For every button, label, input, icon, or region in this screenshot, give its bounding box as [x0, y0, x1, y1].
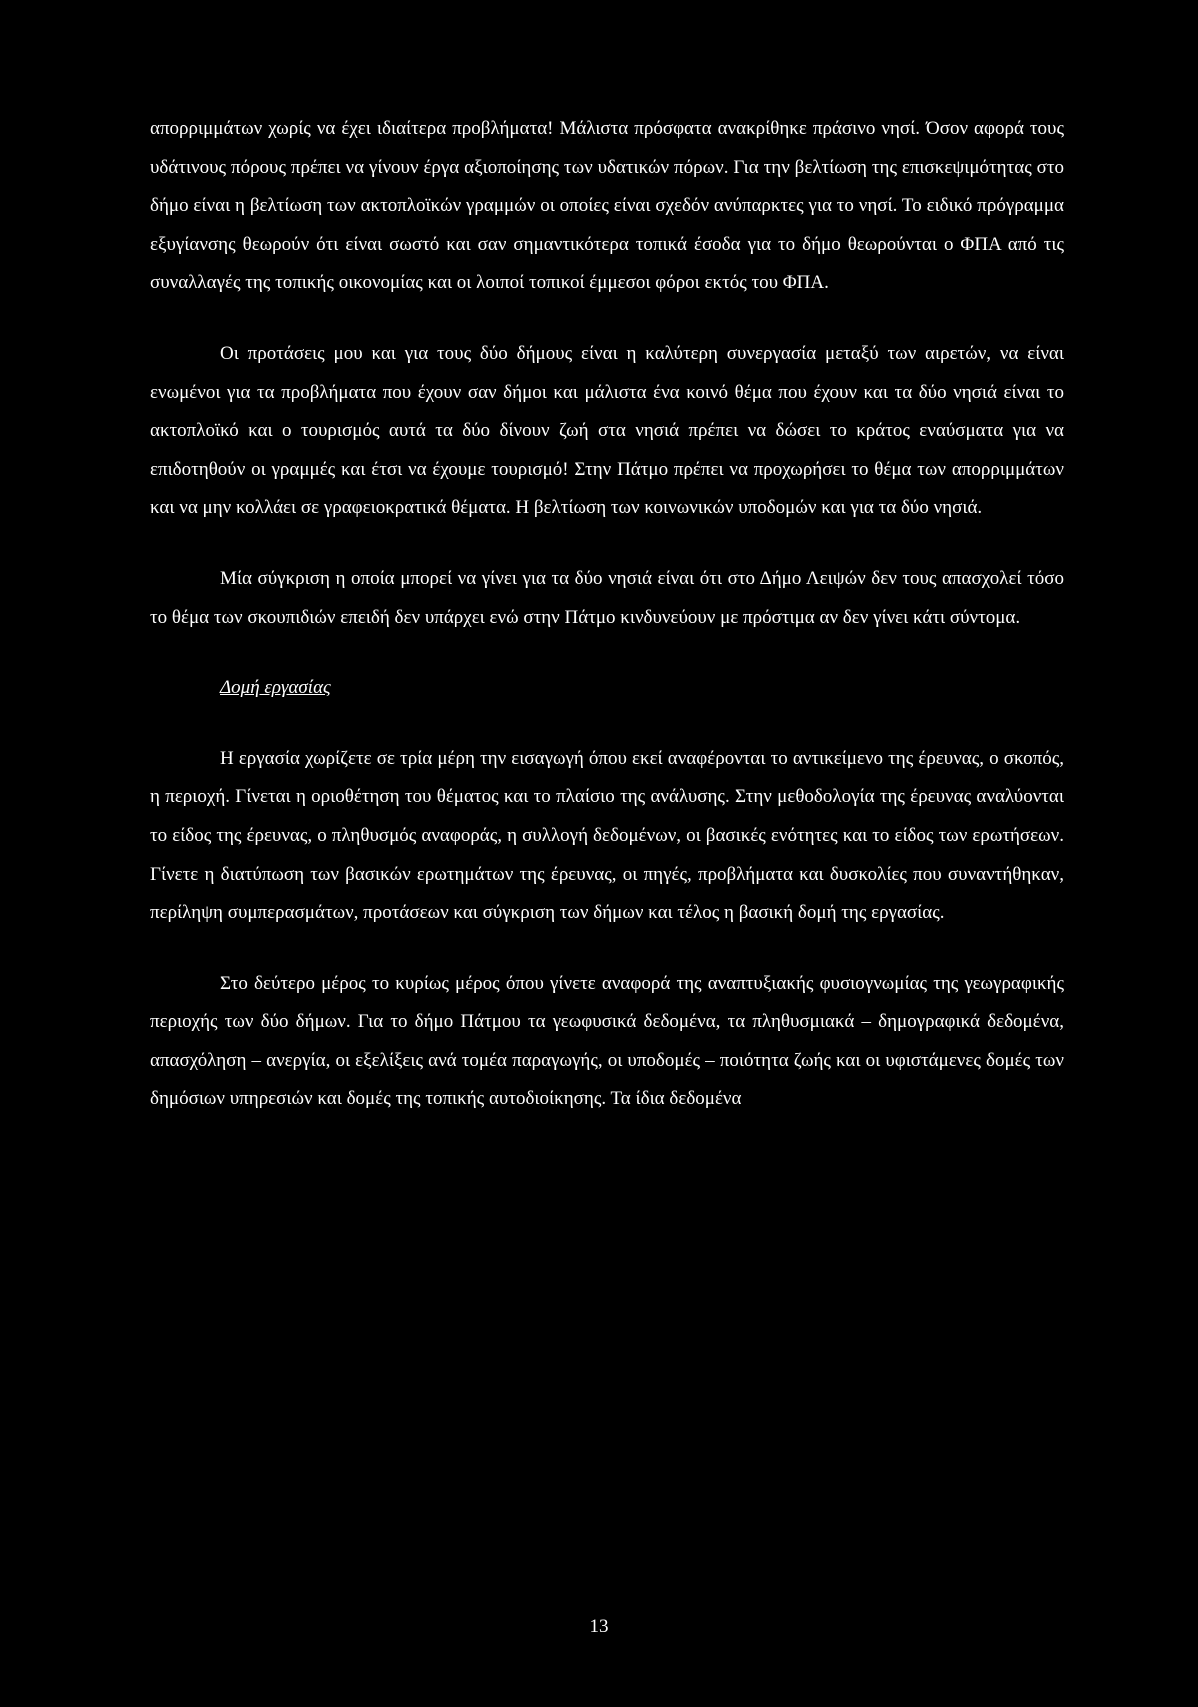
paragraph-spacer — [150, 708, 1064, 740]
section-paragraph-2: Στο δεύτερο μέρος το κυρίως μέρος όπου γίνετε αναφορά της αναπτυξιακής φυσιογνωμίας της γεωγραφικής περιοχής των δύο δήμων. Για το δήμο Πάτμου τα γεωφυσικά δεδομένα, τα πληθυσμιακά – δημογραφικά δεδομένα, απασχόληση – ανεργία, οι εξελίξεις ανά τομέα παραγωγής, οι υποδομές – ποιότητα ζωής και οι υφιστάμενες δομές των δημόσιων υπηρεσιών και δομές της τοπικής αυτοδιοίκησης. Τα ίδια δεδομένα — [150, 972, 1064, 1110]
paragraph-spacer — [150, 637, 1064, 669]
page-number: 13 — [589, 1616, 609, 1637]
paragraph-spacer — [150, 528, 1064, 560]
document-page — [150, 110, 1064, 1119]
paragraph-spacer — [150, 303, 1064, 335]
body-paragraph-3: Μία σύγκριση η οποία μπορεί να γίνει για τα δύο νησιά είναι ότι στο Δήμο Λειψών δεν τους απασχολεί τόσο το θέμα των σκουπιδιών επειδή δεν υπάρχει ενώ στην Πάτμο κινδυνεύουν με πρόστιμα αν δεν γίνει κάτι σύντομα. — [150, 567, 1064, 628]
section-heading: Δομή εργασίας — [220, 677, 331, 699]
paragraph-spacer — [150, 933, 1064, 965]
body-paragraph-1: απορριμμάτων χωρίς να έχει ιδιαίτερα προβλήματα! Μάλιστα πρόσφατα ανακρίθηκε πράσινο νησί. Όσον αφορά τους υδάτινους πόρους πρέπει να γίνουν έργα αξιοποίησης των υδατικών πόρων. Για την βελτίωση της επισκεψιμότητας στο δήμο είναι η βελτίωση των ακτοπλοϊκών γραμμών οι οποίες είναι σχεδόν ανύπαρκτες για το νησί. Το ειδικό πρόγραμμα εξυγίανσης θεωρούν ότι είναι σωστό και σαν σημαντικότερα τοπικά έσοδα για το δήμο θεωρούνται ο ΦΠΑ από τις συναλλαγές της τοπικής οικονομίας και οι λοιποί τοπικοί έμμεσοι φόροι εκτός του ΦΠΑ. — [150, 118, 1064, 294]
section-paragraph-1: Η εργασία χωρίζετε σε τρία μέρη την εισαγωγή όπου εκεί αναφέρονται το αντικείμενο της έρευνας, ο σκοπός, η περιοχή. Γίνεται η οριοθέτηση του θέματος και το πλαίσιο της ανάλυσης. Στην μεθοδολογία της έρευνας αναλύονται το είδος της έρευνας, ο πληθυσμός αναφοράς, η συλλογή δεδομένων, οι βασικές ενότητες και το είδος των ερωτήσεων. Γίνετε η διατύπωση των βασικών ερωτημάτων της έρευνας, οι πηγές, προβλήματα και δυσκολίες που συναντήθηκαν, περίληψη συμπερασμάτων, προτάσεων και σύγκριση των δήμων και τέλος η βασική δομή της εργασίας. — [150, 747, 1064, 924]
body-paragraph-2: Οι προτάσεις μου και για τους δύο δήμους είναι η καλύτερη συνεργασία μεταξύ των αιρετών, να είναι ενωμένοι για τα προβλήματα που έχουν σαν δήμοι και μάλιστα ένα κοινό θέμα που έχουν και τα δύο νησιά είναι το ακτοπλοϊκό και ο τουρισμός αυτά τα δύο δίνουν ζωή στα νησιά πρέπει να δώσει το κράτος εναύσματα για να επιδοτηθούν οι γραμμές και έτσι να έχουμε τουρισμό! Στην Πάτμο πρέπει να προχωρήσει το θέμα των απορριμμάτων και να μην κολλάει σε γραφειοκρατικά θέματα. Η βελτίωση των κοινωνικών υποδομών και για τα δύο νησιά. — [150, 342, 1064, 519]
